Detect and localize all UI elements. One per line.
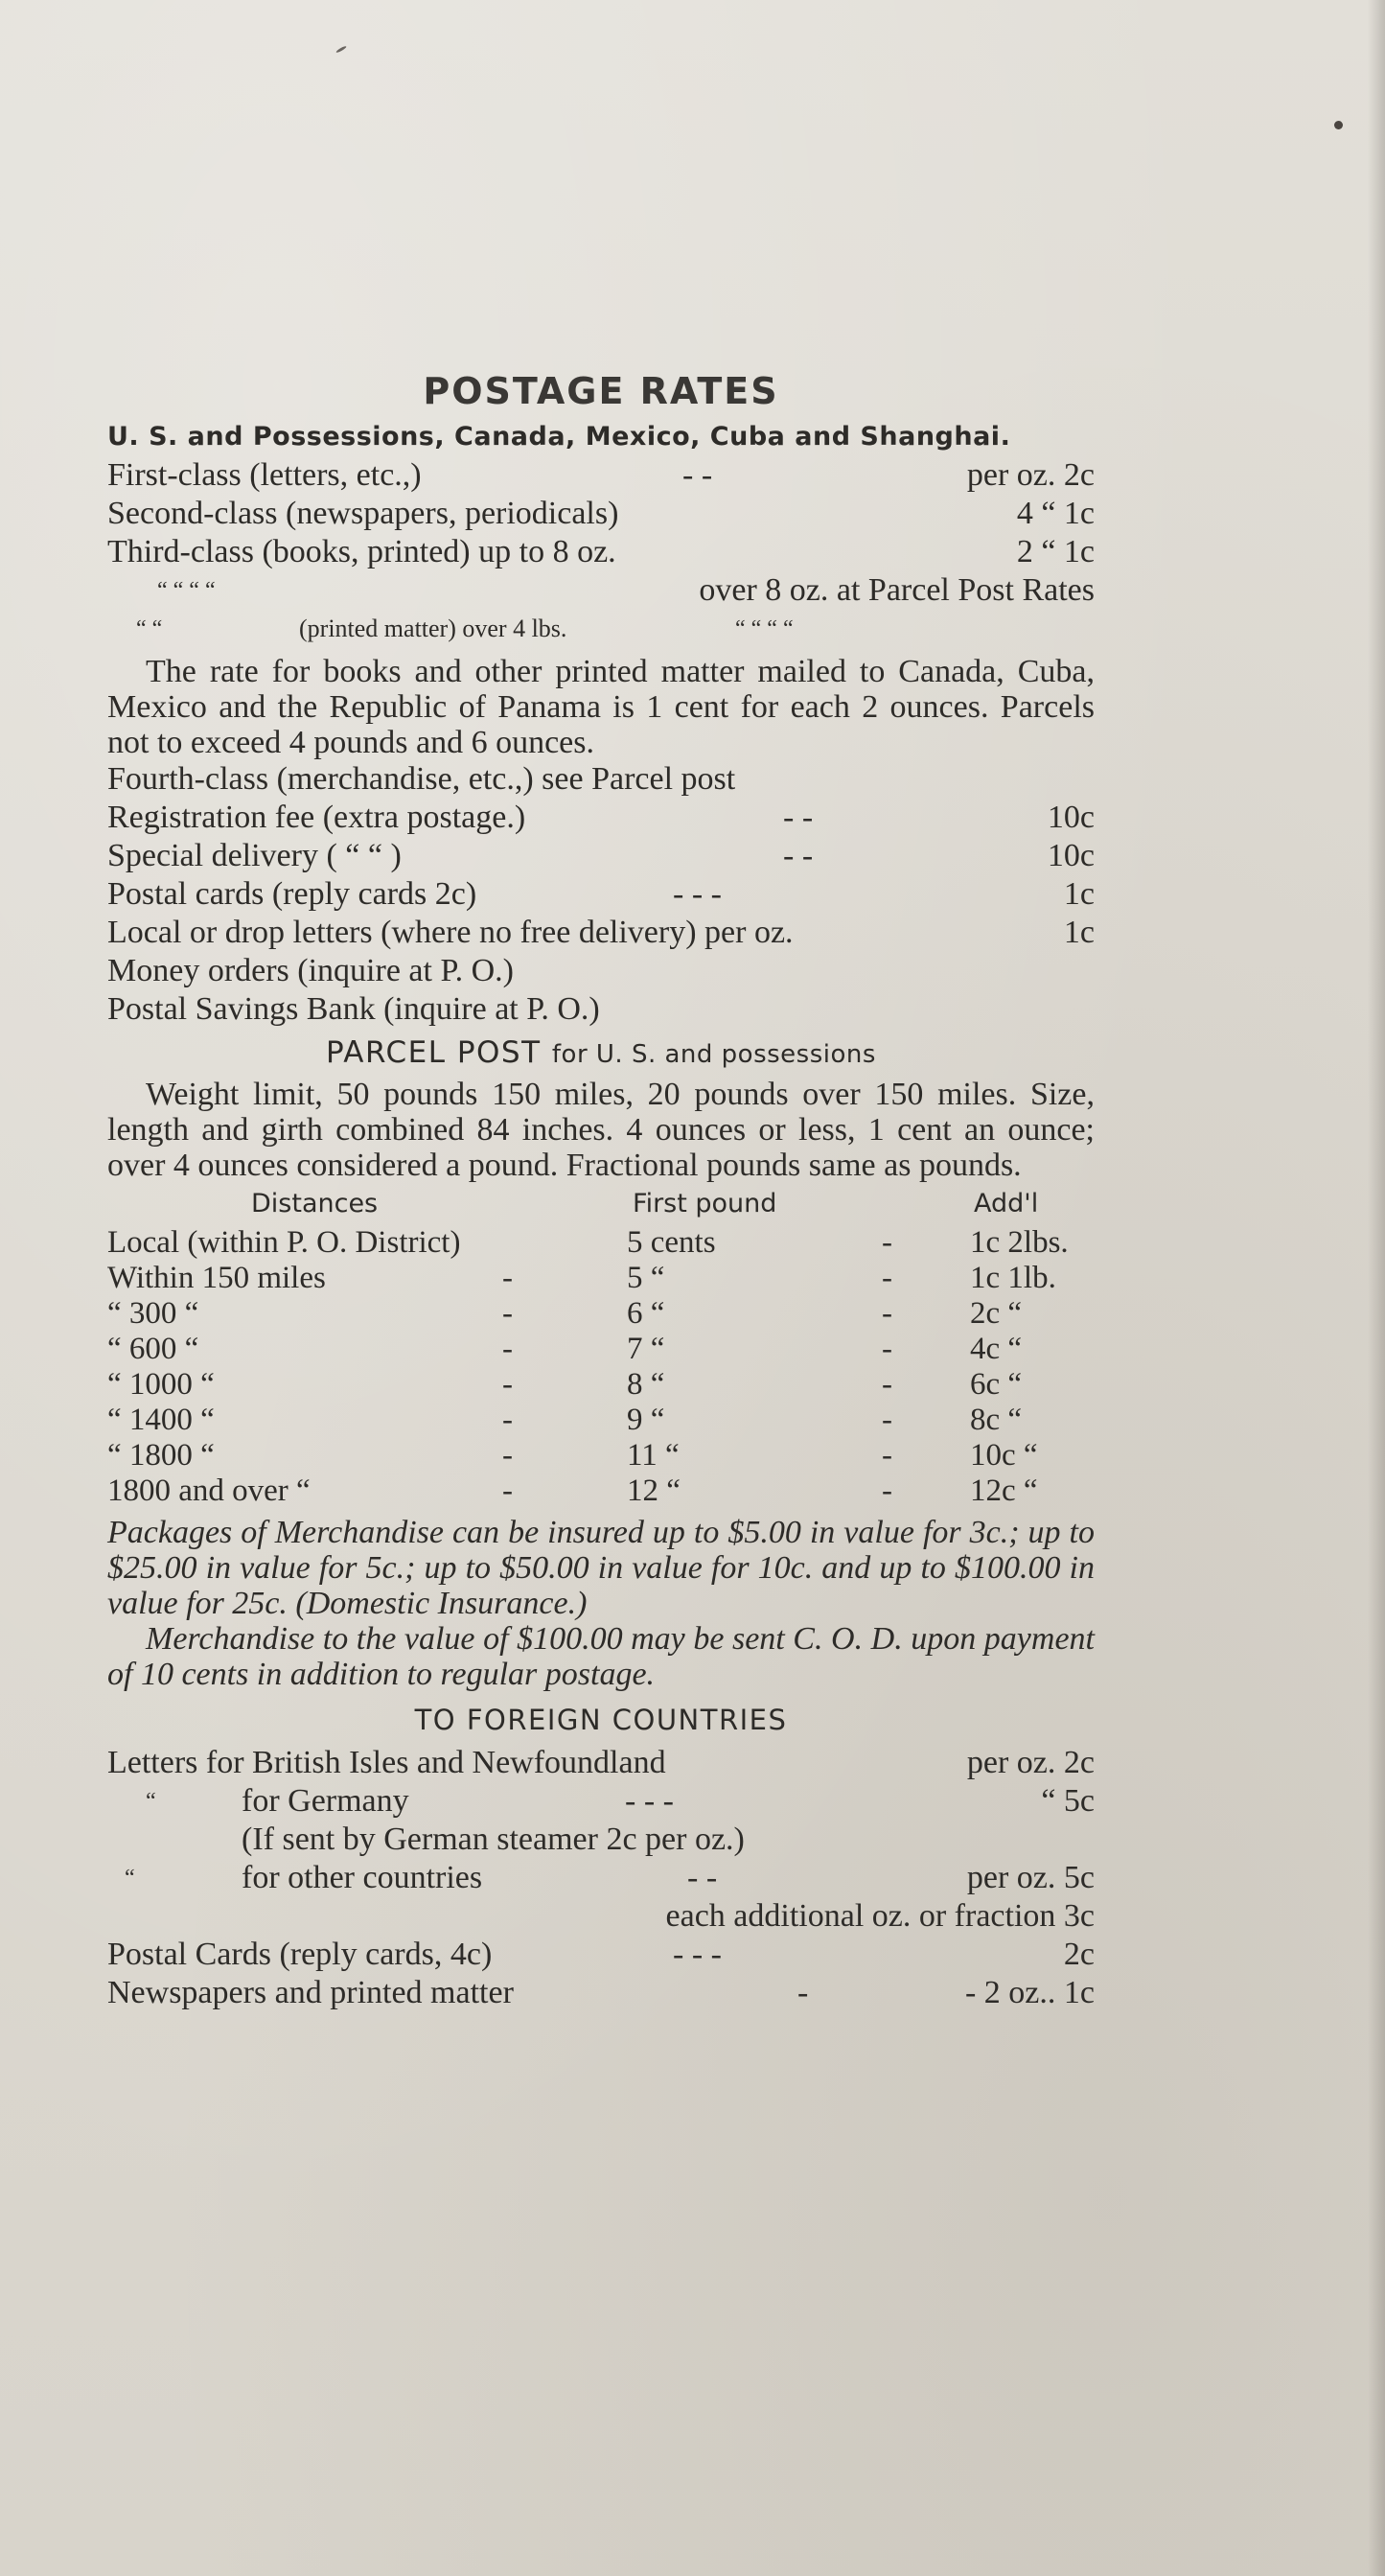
- domestic-heading: U. S. and Possessions, Canada, Mexico, Cuba and Shanghai.: [107, 422, 1011, 452]
- foreign-row-british: [107, 1744, 1095, 1782]
- cell-additional: 12c “: [970, 1474, 1038, 1508]
- cell-first-pound: 11 “: [627, 1438, 680, 1473]
- card-edge-shadow: [1368, 0, 1385, 2576]
- page-title: POSTAGE RATES: [423, 370, 779, 412]
- rate-label: First-class (letters, etc.,): [107, 457, 422, 493]
- foreign-value: each additional oz. or fraction 3c: [665, 1898, 1095, 1934]
- rate-row-third-class: [107, 533, 1095, 571]
- cell-distance: 1800 and over “: [107, 1474, 311, 1508]
- cell-distance: “ 1000 “: [107, 1367, 215, 1402]
- fee-label: Special delivery ( “ “ ): [107, 838, 402, 873]
- foreign-row-other: [107, 1859, 1095, 1897]
- fee-leader: - -: [783, 838, 814, 873]
- ditto-marks: “ “ “ “: [157, 578, 216, 603]
- rate-label: Second-class (newspapers, periodicals): [107, 496, 619, 531]
- cell-leader: -: [882, 1367, 892, 1402]
- table-row: [107, 1261, 1095, 1296]
- foreign-value: per oz. 5c: [966, 1860, 1095, 1895]
- cell-distance: “ 1400 “: [107, 1403, 215, 1437]
- rate-row-printed-matter: [107, 610, 1095, 648]
- rate-value: per oz. 2c: [966, 457, 1095, 493]
- cell-first-pound: 5 “: [627, 1261, 665, 1295]
- table-row: [107, 1225, 1095, 1261]
- foreign-value: 2c: [1063, 1937, 1095, 1972]
- foreign-label: for Germany: [242, 1783, 409, 1819]
- parcel-post-subtitle: for U. S. and possessions: [551, 1040, 876, 1069]
- cell-distance: “ 1800 “: [107, 1438, 215, 1473]
- rate-row-second-class: [107, 495, 1095, 533]
- fee-value: 1c: [1063, 876, 1095, 912]
- parcel-post-title: PARCEL POST: [326, 1035, 542, 1070]
- table-row: [107, 1438, 1095, 1474]
- cell-leader: -: [502, 1261, 513, 1295]
- fee-label: Registration fee (extra postage.): [107, 800, 526, 835]
- cell-additional: 1c 2lbs.: [970, 1225, 1069, 1260]
- foreign-label: for other countries: [242, 1860, 483, 1895]
- cell-first-pound: 7 “: [627, 1332, 665, 1366]
- cell-leader: -: [502, 1296, 513, 1331]
- cell-leader: -: [882, 1332, 892, 1366]
- foreign-leader: -: [797, 1975, 809, 2010]
- foreign-label: Postal Cards (reply cards, 4c): [107, 1937, 493, 1972]
- paper-speck: [1334, 121, 1343, 129]
- ditto-marks: “: [146, 1789, 156, 1814]
- ditto-marks: “ “: [136, 616, 163, 641]
- foreign-printed-paragraph: The rate for books and other printed matter mailed to Canada, Cuba, Mexico and the Republic of Panama is 1 cent for each 2 ounces. Parcels not to exceed 4 pounds and 6 ounces.: [107, 654, 1095, 760]
- foreign-row-germany: [107, 1782, 1095, 1821]
- foreign-value: - 2 oz.. 1c: [964, 1975, 1095, 2010]
- fee-value: 10c: [1047, 838, 1095, 873]
- cell-distance: Local (within P. O. District): [107, 1225, 461, 1260]
- cell-additional: 10c “: [970, 1438, 1038, 1473]
- fee-value: 10c: [1047, 800, 1095, 835]
- cell-distance: Within 150 miles: [107, 1261, 326, 1295]
- foreign-label: Letters for British Isles and Newfoundland: [107, 1745, 666, 1780]
- cell-leader: -: [882, 1261, 892, 1295]
- col-additional: Add'l: [974, 1189, 1039, 1218]
- foreign-row-german-steamer: [107, 1821, 1095, 1859]
- table-row: [107, 1367, 1095, 1403]
- foreign-row-additional: [107, 1897, 1095, 1936]
- cell-first-pound: 5 cents: [627, 1225, 716, 1260]
- fee-row-postal-cards: [107, 875, 1095, 914]
- cell-additional: 8c “: [970, 1403, 1023, 1437]
- rate-row-third-class-over: [107, 571, 1095, 610]
- cell-first-pound: 8 “: [627, 1367, 665, 1402]
- ditto-marks: “ “ “ “: [735, 616, 794, 641]
- foreign-row-postal-cards: [107, 1936, 1095, 1974]
- foreign-row-newspapers: [107, 1974, 1095, 2012]
- parcel-table-header: [107, 1183, 1095, 1225]
- cell-leader: -: [502, 1367, 513, 1402]
- fee-value: 1c: [1063, 915, 1095, 950]
- postage-rates-card: [107, 364, 1095, 2012]
- money-orders-line: Money orders (inquire at P. O.): [107, 953, 514, 988]
- parcel-table-body: [107, 1225, 1095, 1509]
- cell-leader: -: [502, 1438, 513, 1473]
- parcel-post-heading: [107, 1029, 1095, 1077]
- fee-label: Local or drop letters (where no free delivery) per oz.: [107, 915, 794, 950]
- foreign-note: (If sent by German steamer 2c per oz.): [242, 1822, 745, 1857]
- cell-additional: 6c “: [970, 1367, 1023, 1402]
- foreign-value: “ 5c: [1041, 1783, 1095, 1819]
- cell-leader: -: [882, 1296, 892, 1331]
- rate-value: 2 “ 1c: [1016, 534, 1095, 569]
- fee-label: Postal cards (reply cards 2c): [107, 876, 477, 912]
- table-row: [107, 1403, 1095, 1438]
- cell-leader: -: [502, 1403, 513, 1437]
- cell-leader: -: [502, 1474, 513, 1508]
- fourth-class-line: Fourth-class (merchandise, etc.,) see Parcel post: [107, 761, 736, 797]
- fee-row-local-letters: [107, 914, 1095, 952]
- rate-leader: - -: [682, 457, 713, 493]
- cell-first-pound: 12 “: [627, 1474, 681, 1508]
- parcel-post-paragraph: Weight limit, 50 pounds 150 miles, 20 pounds over 150 miles. Size, length and girth combined 84 inches. 4 ounces or less, 1 cent an ounce; over 4 ounces considered a pound. Fractional pounds same as pounds.: [107, 1077, 1095, 1183]
- cell-distance: “ 600 “: [107, 1332, 199, 1366]
- cell-leader: -: [882, 1438, 892, 1473]
- cell-additional: 4c “: [970, 1332, 1023, 1366]
- col-distances: Distances: [251, 1189, 379, 1218]
- foreign-countries-heading: TO FOREIGN COUNTRIES: [414, 1704, 788, 1736]
- savings-bank-line: Postal Savings Bank (inquire at P. O.): [107, 991, 600, 1027]
- cell-leader: -: [882, 1474, 892, 1508]
- ditto-marks: “: [125, 1866, 135, 1891]
- foreign-leader: - -: [687, 1860, 718, 1895]
- fee-leader: - -: [783, 800, 814, 835]
- cell-leader: -: [882, 1225, 892, 1260]
- col-first-pound: First pound: [633, 1189, 777, 1218]
- printed-matter-label: (printed matter) over 4 lbs.: [299, 615, 567, 642]
- table-row: [107, 1474, 1095, 1509]
- cell-additional: 2c “: [970, 1296, 1023, 1331]
- fee-row-special-delivery: [107, 837, 1095, 875]
- table-row: [107, 1332, 1095, 1367]
- cod-paragraph: Merchandise to the value of $100.00 may be sent C. O. D. upon payment of 10 cents in addition to regular postage.: [107, 1621, 1095, 1692]
- fee-leader: - - -: [673, 876, 722, 912]
- paper-speck: [335, 45, 347, 54]
- cell-leader: -: [882, 1403, 892, 1437]
- cell-distance: “ 300 “: [107, 1296, 199, 1331]
- foreign-leader: - - -: [625, 1783, 674, 1819]
- fee-row-registration: [107, 799, 1095, 837]
- rate-value: over 8 oz. at Parcel Post Rates: [699, 572, 1095, 608]
- foreign-label: Newspapers and printed matter: [107, 1975, 514, 2010]
- cell-additional: 1c 1lb.: [970, 1261, 1056, 1295]
- rate-label: Third-class (books, printed) up to 8 oz.: [107, 534, 616, 569]
- cell-first-pound: 9 “: [627, 1403, 665, 1437]
- foreign-value: per oz. 2c: [966, 1745, 1095, 1780]
- insurance-paragraph: Packages of Merchandise can be insured up to $5.00 in value for 3c.; up to $25.00 in value for 5c.; up to $50.00 in value for 10c. and up to $100.00 in value for 25c. (Domestic Insurance.): [107, 1515, 1095, 1621]
- table-row: [107, 1296, 1095, 1332]
- rate-value: 4 “ 1c: [1016, 496, 1095, 531]
- cell-leader: -: [502, 1332, 513, 1366]
- foreign-leader: - - -: [673, 1937, 722, 1972]
- cell-first-pound: 6 “: [627, 1296, 665, 1331]
- rate-row-first-class: [107, 456, 1095, 495]
